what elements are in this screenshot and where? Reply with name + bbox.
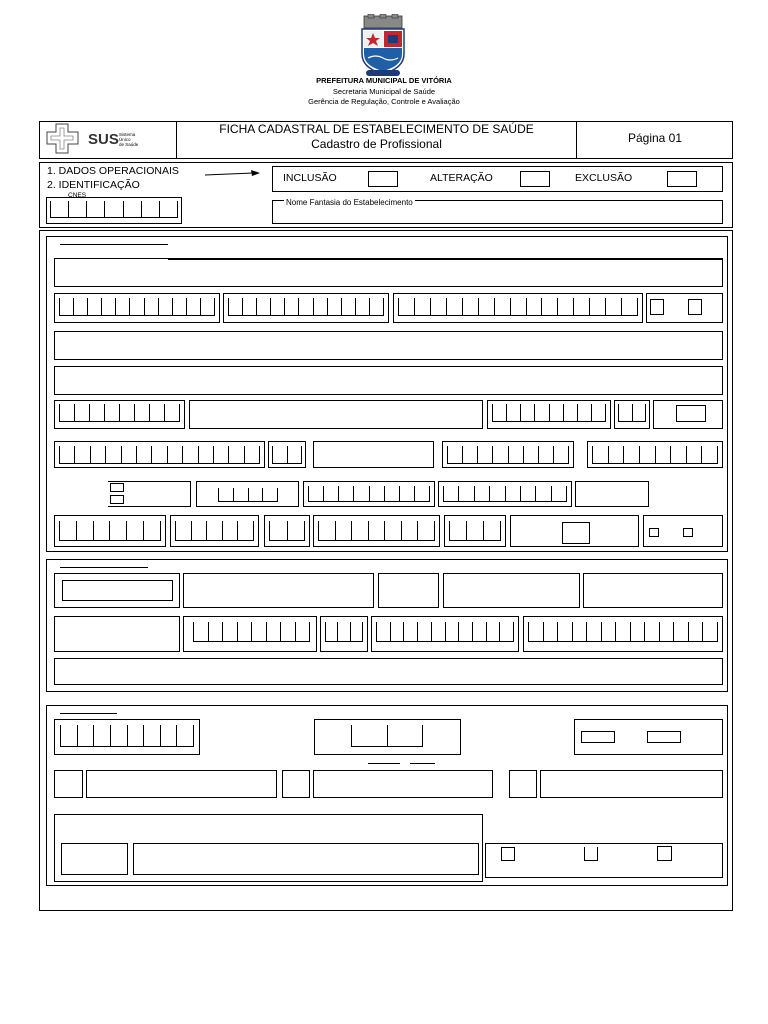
field-city[interactable] <box>54 616 180 652</box>
sus-logo <box>46 123 172 156</box>
exclusion-checkbox[interactable] <box>667 171 697 187</box>
alteration-label: ALTERAÇÃO <box>430 172 493 184</box>
coat-of-arms <box>356 14 410 78</box>
workload-checkbox-a[interactable] <box>501 847 515 861</box>
misc-7-checkbox-b[interactable] <box>683 528 693 537</box>
department-name: Secretaria Municipal de Saúde <box>332 87 436 96</box>
status-box-a[interactable] <box>581 731 615 743</box>
inclusion-label: INCLUSÃO <box>283 172 337 184</box>
action-type-box <box>272 166 723 192</box>
field-work-card-uf[interactable] <box>575 481 649 507</box>
sus-mark: SUS <box>88 131 119 148</box>
field-birthplace[interactable] <box>189 400 483 429</box>
sex-checkbox-m[interactable] <box>650 299 664 315</box>
workload-checkbox-b[interactable] <box>584 847 598 861</box>
cnes-comb <box>50 201 178 218</box>
field-cbo-description[interactable] <box>86 770 277 798</box>
field-bond-description[interactable] <box>133 843 479 875</box>
field-work-card-type[interactable] <box>108 481 191 507</box>
field-number[interactable] <box>378 573 439 608</box>
field-email[interactable] <box>54 658 723 685</box>
field-address-type-inner[interactable] <box>62 580 173 601</box>
status-box-b[interactable] <box>647 731 681 743</box>
sex-checkbox-f[interactable] <box>688 299 702 315</box>
form-title: FICHA CADASTRAL DE ESTABELECIMENTO DE SAÚDE <box>219 122 534 136</box>
misc-7-checkbox-a[interactable] <box>649 528 659 537</box>
sus-caption-3: de Saúde <box>119 142 139 147</box>
field-cbo-description-3[interactable] <box>540 770 723 798</box>
field-extra-box[interactable] <box>676 405 706 422</box>
field-complement[interactable] <box>443 573 580 608</box>
section-2-label: 2. IDENTIFICAÇÃO <box>47 179 140 191</box>
sus-caption-1: Sistema <box>119 132 136 137</box>
alteration-checkbox[interactable] <box>520 171 550 187</box>
field-misc-6-box[interactable] <box>562 522 590 544</box>
field-cbo-code-3[interactable] <box>509 770 537 798</box>
professional-name-input[interactable] <box>54 258 723 287</box>
section-1-label: 1. DADOS OPERACIONAIS <box>47 165 179 177</box>
field-cbo-code-2[interactable] <box>282 770 310 798</box>
workload-checkbox-c[interactable] <box>657 846 672 861</box>
field-cbo-description-2[interactable] <box>313 770 493 798</box>
field-issuer[interactable] <box>313 441 434 468</box>
field-bond-code[interactable] <box>61 843 128 875</box>
field-neighborhood[interactable] <box>583 573 723 608</box>
field-street[interactable] <box>183 573 374 608</box>
arrow-right-icon <box>205 166 260 176</box>
cnes-label: CNES <box>68 192 87 199</box>
father-name-input[interactable] <box>54 366 723 395</box>
inclusion-checkbox[interactable] <box>368 171 398 187</box>
sus-caption-2: Único <box>119 137 131 142</box>
field-workload[interactable] <box>485 843 723 878</box>
form-subtitle: Cadastro de Profissional <box>311 137 442 151</box>
org-name: PREFEITURA MUNICIPAL DE VITÓRIA <box>316 76 452 85</box>
page-number: Página 01 <box>627 131 683 145</box>
fantasy-name-label: Nome Fantasia do Estabelecimento <box>286 198 413 207</box>
exclusion-label: EXCLUSÃO <box>575 172 633 184</box>
mother-name-input[interactable] <box>54 331 723 360</box>
field-cbo-code[interactable] <box>54 770 83 798</box>
sub-department-name: Gerência de Regulação, Controle e Avaliação <box>308 97 460 106</box>
